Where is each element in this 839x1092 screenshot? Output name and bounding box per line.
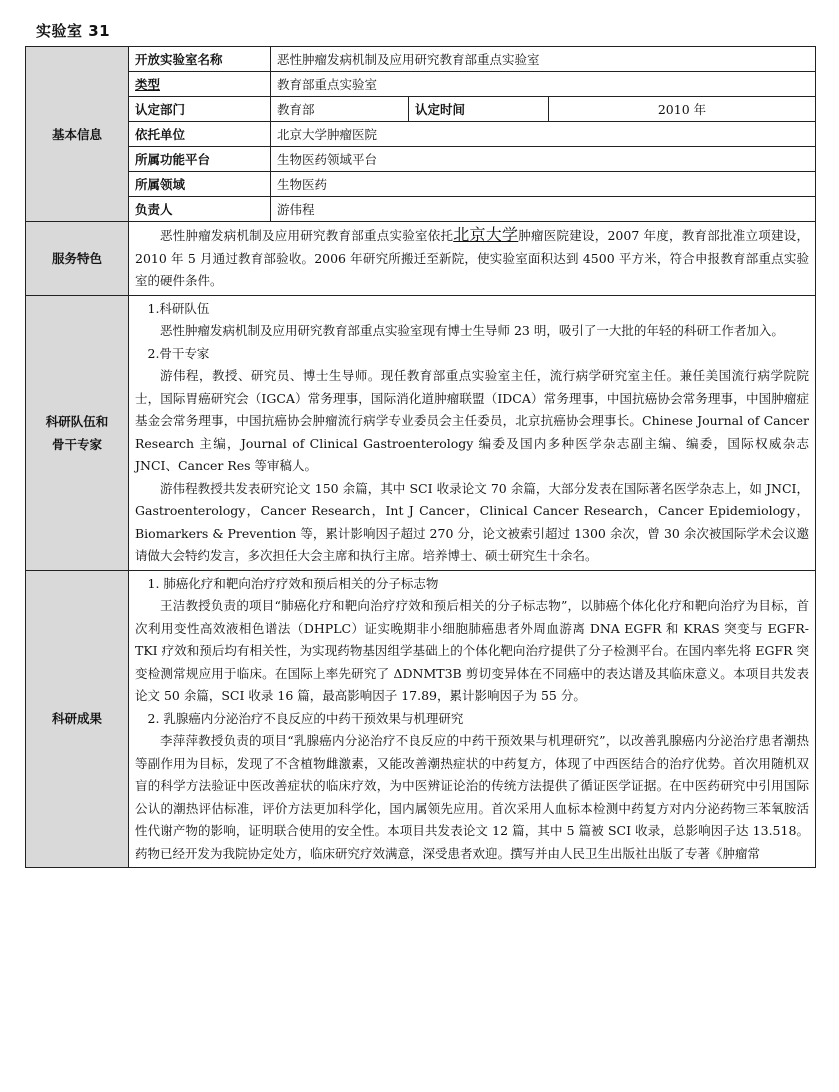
label-certified-time: 认定时间 bbox=[409, 97, 549, 122]
row-type bbox=[26, 72, 816, 97]
row-field bbox=[26, 172, 816, 197]
label-host-unit: 依托单位 bbox=[129, 122, 271, 147]
row-platform bbox=[26, 147, 816, 172]
section-basic-info: 基本信息 bbox=[26, 47, 129, 222]
service-paragraph bbox=[135, 224, 809, 293]
results-paragraph-2: 李萍萍教授负责的项目“乳腺癌内分泌治疗不良反应的中药干预效果与机理研究”，以改善乳腺癌内分泌治疗患者潮热等副作用为目标，发现了不含植物雌激素，又能改善潮热症状的中药复方，体现了中西医结合的治疗优势。首次用随机双盲的科学方法验证中医改善症状的临床疗效，为中医辨证论治的传统方法提供了循证医学证据。在中医药研究中引用国际公认的潮热评估标准，评价方法更加科学化，国内属领先应用。首次采用人血标本检测中药复方对内分泌药物三苯氧胺活性代谢产物的影响，证明联合使用的安全性。本项目共发表论文 12 篇，其中 5 篇被 SCI 收录，总影响因子达 13.518。药物已经开发为我院协定处方，临床研究疗效满意，深受患者欢迎。撰写并由人民卫生出版社出版了专著《肿瘤常 bbox=[135, 733, 810, 861]
value-lab-name: 恶性肿瘤发病机制及应用研究教育部重点实验室 bbox=[271, 47, 816, 72]
value-host-unit: 北京大学肿瘤医院 bbox=[271, 122, 816, 147]
value-certified-time: 2010 年 bbox=[549, 97, 816, 122]
row-host-unit bbox=[26, 122, 816, 147]
results-paragraph-1: 王洁教授负责的项目“肺癌化疗和靶向治疗疗效和预后相关的分子标志物”，以肺癌个体化化疗和靶向治疗为目标，首次利用变性高效液相色谱法（DHPLC）证实晚期非小细胞肺癌患者外周血游离 DNA EGFR 和 KRAS 突变与 EGFR-TKI 疗效和预后均有相关性，为实现药物基因组学基础上的个体化靶向治疗提供了分子检测平台。在国内率先将 EGFR 突变检测常规应用于临床。在国际上率先研究了 ΔDNMT3B 剪切变异体在不同癌中的表达谱及其临床意义。本项目共发表论文 50 余篇，SCI 收录 16 篇，最高影响因子 17.89，累计影响因子为 55 分。 bbox=[135, 598, 810, 703]
label-department: 认定部门 bbox=[129, 97, 271, 122]
label-field: 所属领域 bbox=[129, 172, 271, 197]
label-leader: 负责人 bbox=[129, 197, 271, 222]
row-results bbox=[26, 570, 816, 868]
results-heading-1: 1. 肺癌化疗和靶向治疗疗效和预后相关的分子标志物 bbox=[147, 575, 439, 591]
section-team bbox=[26, 295, 129, 570]
value-platform: 生物医药领域平台 bbox=[271, 147, 816, 172]
service-text-after: 肿瘤医院建设，2007 年度，教育部批准立项建设，2010 年 5 月通过教育部验收。2006 年研究所搬迁至新院，使实验室面积达到 4500 平方米，符合申报教育部重点实验室的硬件条件。 bbox=[135, 228, 810, 288]
row-lab-name bbox=[26, 47, 816, 72]
section-results: 科研成果 bbox=[26, 570, 129, 868]
service-text-before: 恶性肿瘤发病机制及应用研究教育部重点实验室依托 bbox=[160, 228, 454, 243]
results-heading-2: 2. 乳腺癌内分泌治疗不良反应的中药干预效果与机理研究 bbox=[147, 710, 464, 726]
team-heading-2: 2.骨干专家 bbox=[147, 345, 210, 361]
row-service bbox=[26, 222, 816, 296]
team-body bbox=[129, 295, 816, 570]
pku-link[interactable]: 北京大学 bbox=[453, 225, 519, 244]
value-field: 生物医药 bbox=[271, 172, 816, 197]
team-heading-1: 1.科研队伍 bbox=[147, 300, 210, 316]
team-paragraph-2: 游伟程，教授、研究员、博士生导师。现任教育部重点实验室主任，流行病学研究室主任。兼任美国流行病学院院士，国际胃癌研究会（IGCA）常务理事，国际消化道肿瘤联盟（IDCA）常务理事，中国抗癌协会常务理事，中国肿瘤症基金会常务理事，中国抗癌协会肿瘤流行病学专业委员会主任委员，北京抗癌协会理事长。Chinese Journal of Cancer Research 主编，Journal of Clinical Gastroenterology 编委及国内多种医学杂志副主编、编委，国际权威杂志 JNCI、Cancer Res 等审稿人。 bbox=[135, 368, 810, 473]
section-team-line1: 科研队伍和 bbox=[45, 413, 109, 429]
value-leader: 游伟程 bbox=[271, 197, 816, 222]
team-paragraph-3: 游伟程教授共发表研究论文 150 余篇，其中 SCI 收录论文 70 余篇，大部分发表在国际著名医学杂志上，如 JNCI，Gastroenterology，Cancer Research，Int J Cancer，Clinical Cancer Research，Cancer Epidemiology，Biomarkers & Prevention 等，累计影响因子超过 270 分，论文被索引超过 1300 余次，曾 30 余次被国际学术会议邀请做大会特约发言，多次担任大会主席和执行主席。培养博士、硕士研究生十余名。 bbox=[135, 480, 810, 563]
section-team-line2: 骨干专家 bbox=[51, 436, 102, 452]
results-body bbox=[129, 570, 816, 868]
page-title: 实验室 31 bbox=[36, 22, 111, 40]
team-paragraph-1: 恶性肿瘤发病机制及应用研究教育部重点实验室现有博士生导师 23 明，吸引了一大批的年轻的科研工作者加入。 bbox=[160, 323, 784, 338]
label-lab-name: 开放实验室名称 bbox=[129, 47, 271, 72]
service-body bbox=[129, 222, 816, 296]
value-department: 教育部 bbox=[271, 97, 409, 122]
row-department bbox=[26, 97, 816, 122]
lab-info-table bbox=[25, 46, 816, 868]
label-type: 类型 bbox=[129, 72, 271, 97]
value-type: 教育部重点实验室 bbox=[271, 72, 816, 97]
row-team bbox=[26, 295, 816, 570]
section-service: 服务特色 bbox=[26, 222, 129, 296]
row-leader bbox=[26, 197, 816, 222]
label-platform: 所属功能平台 bbox=[129, 147, 271, 172]
